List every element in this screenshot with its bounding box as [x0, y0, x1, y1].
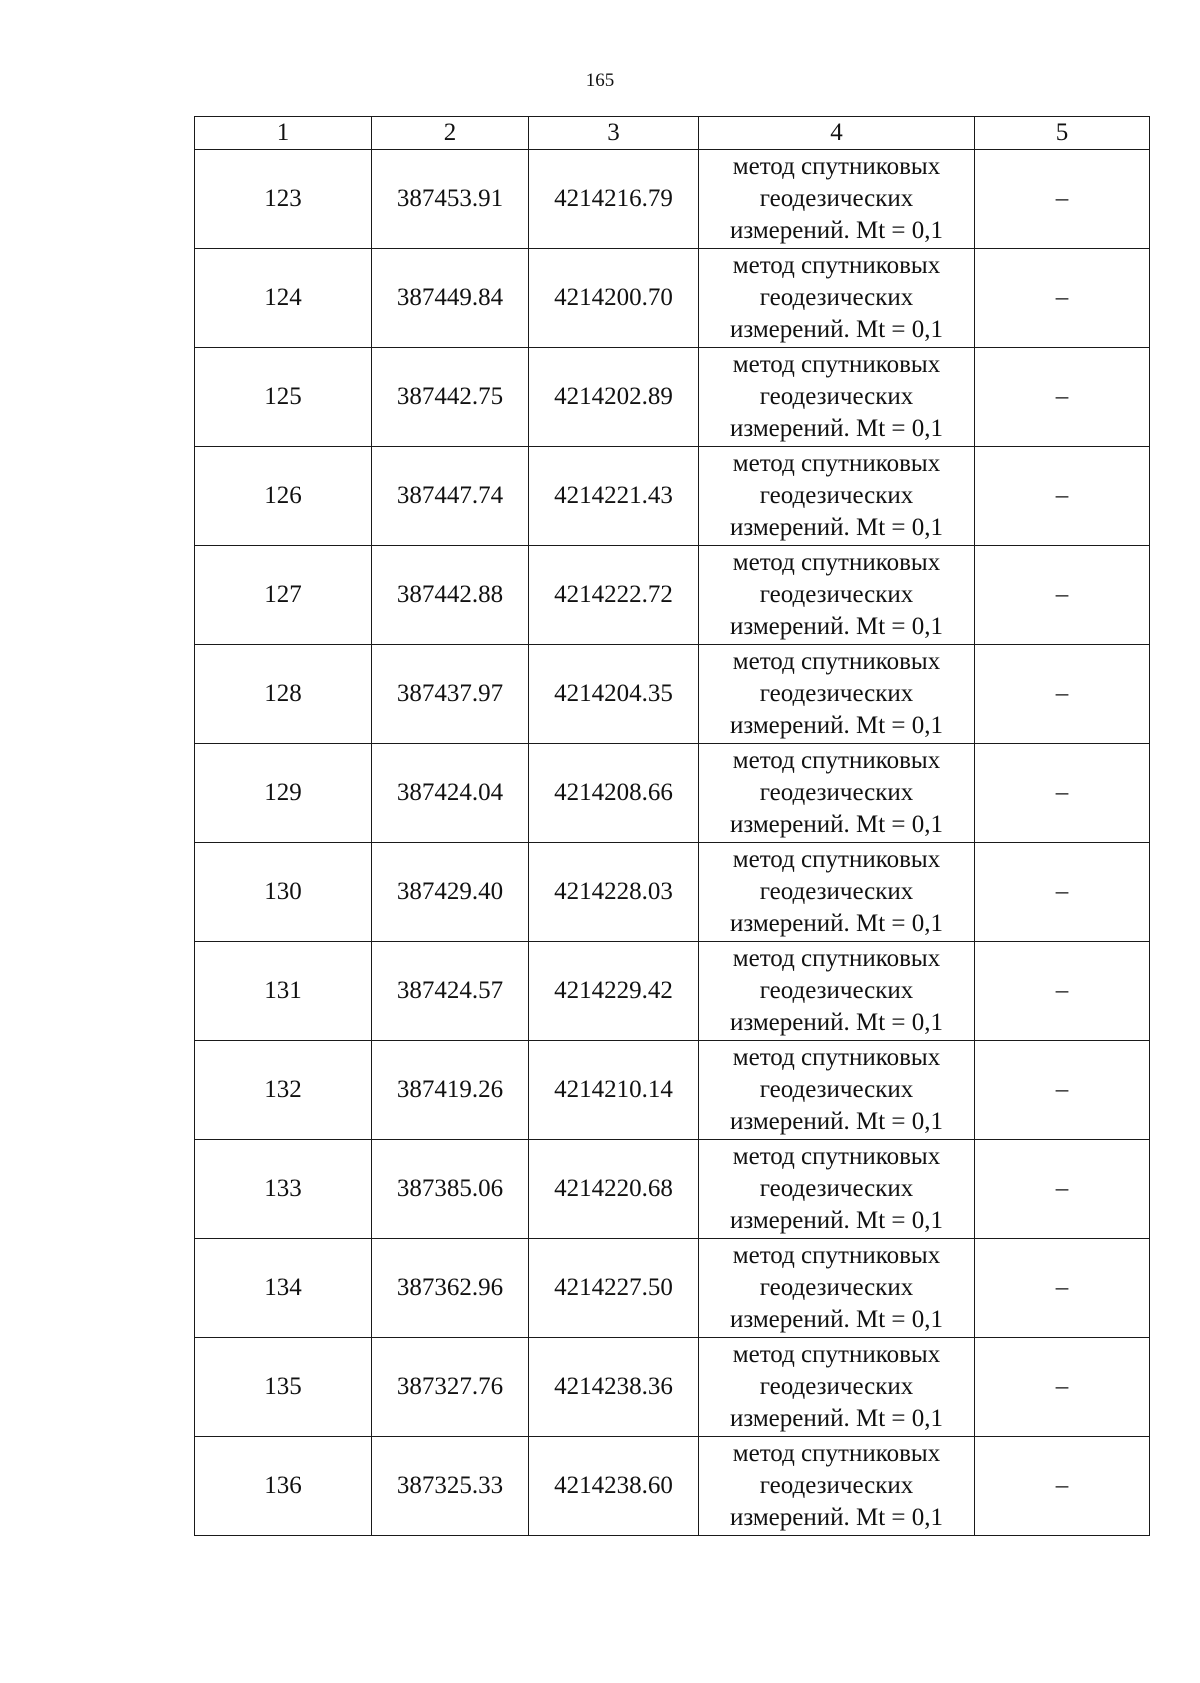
method-line: метод спутниковых — [732, 153, 941, 180]
table-body — [195, 150, 1150, 1536]
point-number-cell: 124 — [195, 249, 372, 348]
method-line: геодезических — [759, 779, 914, 806]
x-coordinate-cell: 387327.76 — [372, 1338, 529, 1437]
point-number-cell: 126 — [195, 447, 372, 546]
point-number-cell: 130 — [195, 843, 372, 942]
method-line: метод спутниковых — [732, 351, 941, 378]
table-row — [195, 1437, 1150, 1536]
table-row — [195, 447, 1150, 546]
x-coordinate-cell: 387385.06 — [372, 1140, 529, 1239]
y-coordinate-cell: 4214220.68 — [529, 1140, 699, 1239]
x-coordinate-cell: 387449.84 — [372, 249, 529, 348]
method-line: геодезических — [759, 977, 914, 1004]
method-line: измерений. Mt = 0,1 — [729, 316, 944, 343]
table-row — [195, 843, 1150, 942]
point-number-cell: 134 — [195, 1239, 372, 1338]
y-coordinate-cell: 4214238.60 — [529, 1437, 699, 1536]
method-line: измерений. Mt = 0,1 — [729, 910, 944, 937]
note-cell: – — [975, 150, 1150, 249]
method-line: измерений. Mt = 0,1 — [729, 811, 944, 838]
coordinates-table — [194, 116, 1150, 1536]
note-cell: – — [975, 1041, 1150, 1140]
method-line: геодезических — [759, 383, 914, 410]
header-cell-2: 2 — [372, 117, 529, 150]
y-coordinate-cell: 4214216.79 — [529, 150, 699, 249]
method-cell — [699, 1338, 975, 1437]
y-coordinate-cell: 4214227.50 — [529, 1239, 699, 1338]
point-number-cell: 128 — [195, 645, 372, 744]
table-row — [195, 1239, 1150, 1338]
table-row — [195, 546, 1150, 645]
note-cell: – — [975, 744, 1150, 843]
method-line: геодезических — [759, 878, 914, 905]
method-line: метод спутниковых — [732, 1143, 941, 1170]
method-line: измерений. Mt = 0,1 — [729, 613, 944, 640]
y-coordinate-cell: 4214202.89 — [529, 348, 699, 447]
header-row — [195, 117, 1150, 150]
note-cell: – — [975, 249, 1150, 348]
method-line: геодезических — [759, 284, 914, 311]
header-cell-3: 3 — [529, 117, 699, 150]
y-coordinate-cell: 4214210.14 — [529, 1041, 699, 1140]
method-line: метод спутниковых — [732, 846, 941, 873]
x-coordinate-cell: 387424.57 — [372, 942, 529, 1041]
point-number-cell: 133 — [195, 1140, 372, 1239]
point-number-cell: 131 — [195, 942, 372, 1041]
method-line: метод спутниковых — [732, 1341, 941, 1368]
method-cell — [699, 447, 975, 546]
method-cell — [699, 942, 975, 1041]
method-line: метод спутниковых — [732, 1044, 941, 1071]
y-coordinate-cell: 4214204.35 — [529, 645, 699, 744]
method-cell — [699, 843, 975, 942]
method-line: измерений. Mt = 0,1 — [729, 1207, 944, 1234]
note-cell: – — [975, 1338, 1150, 1437]
method-line: геодезических — [759, 1373, 914, 1400]
y-coordinate-cell: 4214238.36 — [529, 1338, 699, 1437]
note-cell: – — [975, 645, 1150, 744]
method-line: измерений. Mt = 0,1 — [729, 1504, 944, 1531]
method-cell — [699, 348, 975, 447]
method-line: геодезических — [759, 680, 914, 707]
method-cell — [699, 1239, 975, 1338]
method-line: измерений. Mt = 0,1 — [729, 514, 944, 541]
method-line: метод спутниковых — [732, 1440, 941, 1467]
table-row — [195, 150, 1150, 249]
method-cell — [699, 645, 975, 744]
method-cell — [699, 249, 975, 348]
point-number-cell: 125 — [195, 348, 372, 447]
method-line: геодезических — [759, 1274, 914, 1301]
method-cell — [699, 1437, 975, 1536]
method-line: измерений. Mt = 0,1 — [729, 217, 944, 244]
y-coordinate-cell: 4214222.72 — [529, 546, 699, 645]
method-line: измерений. Mt = 0,1 — [729, 1405, 944, 1432]
x-coordinate-cell: 387453.91 — [372, 150, 529, 249]
table-row — [195, 645, 1150, 744]
page-number: 165 — [585, 70, 615, 91]
method-line: геодезических — [759, 1076, 914, 1103]
method-line: геодезических — [759, 482, 914, 509]
method-line: геодезических — [759, 1472, 914, 1499]
method-line: метод спутниковых — [732, 648, 941, 675]
method-line: метод спутниковых — [732, 549, 941, 576]
header-cell-5: 5 — [975, 117, 1150, 150]
table-header — [195, 117, 1150, 150]
header-cell-1: 1 — [195, 117, 372, 150]
note-cell: – — [975, 447, 1150, 546]
y-coordinate-cell: 4214229.42 — [529, 942, 699, 1041]
method-line: измерений. Mt = 0,1 — [729, 1108, 944, 1135]
method-cell — [699, 150, 975, 249]
coordinates-table-container — [194, 116, 1149, 1536]
table-row — [195, 348, 1150, 447]
table-row — [195, 1140, 1150, 1239]
y-coordinate-cell: 4214228.03 — [529, 843, 699, 942]
method-line: геодезических — [759, 185, 914, 212]
point-number-cell: 135 — [195, 1338, 372, 1437]
note-cell: – — [975, 348, 1150, 447]
x-coordinate-cell: 387429.40 — [372, 843, 529, 942]
x-coordinate-cell: 387325.33 — [372, 1437, 529, 1536]
x-coordinate-cell: 387447.74 — [372, 447, 529, 546]
point-number-cell: 123 — [195, 150, 372, 249]
x-coordinate-cell: 387424.04 — [372, 744, 529, 843]
x-coordinate-cell: 387362.96 — [372, 1239, 529, 1338]
table-row — [195, 1338, 1150, 1437]
y-coordinate-cell: 4214208.66 — [529, 744, 699, 843]
method-line: метод спутниковых — [732, 747, 941, 774]
method-line: метод спутниковых — [732, 1242, 941, 1269]
note-cell: – — [975, 1140, 1150, 1239]
x-coordinate-cell: 387442.88 — [372, 546, 529, 645]
table-row — [195, 249, 1150, 348]
point-number-cell: 132 — [195, 1041, 372, 1140]
method-line: измерений. Mt = 0,1 — [729, 1009, 944, 1036]
method-line: измерений. Mt = 0,1 — [729, 415, 944, 442]
note-cell: – — [975, 1437, 1150, 1536]
method-line: геодезических — [759, 581, 914, 608]
point-number-cell: 136 — [195, 1437, 372, 1536]
y-coordinate-cell: 4214221.43 — [529, 447, 699, 546]
note-cell: – — [975, 843, 1150, 942]
header-cell-4: 4 — [699, 117, 975, 150]
x-coordinate-cell: 387437.97 — [372, 645, 529, 744]
method-cell — [699, 1140, 975, 1239]
method-cell — [699, 744, 975, 843]
method-line: метод спутниковых — [732, 252, 941, 279]
note-cell: – — [975, 1239, 1150, 1338]
method-cell — [699, 1041, 975, 1140]
method-cell — [699, 546, 975, 645]
method-line: измерений. Mt = 0,1 — [729, 712, 944, 739]
method-line: измерений. Mt = 0,1 — [729, 1306, 944, 1333]
method-line: метод спутниковых — [732, 450, 941, 477]
method-line: геодезических — [759, 1175, 914, 1202]
table-row — [195, 1041, 1150, 1140]
table-row — [195, 744, 1150, 843]
note-cell: – — [975, 546, 1150, 645]
method-line: метод спутниковых — [732, 945, 941, 972]
x-coordinate-cell: 387419.26 — [372, 1041, 529, 1140]
x-coordinate-cell: 387442.75 — [372, 348, 529, 447]
note-cell: – — [975, 942, 1150, 1041]
table-row — [195, 942, 1150, 1041]
point-number-cell: 127 — [195, 546, 372, 645]
point-number-cell: 129 — [195, 744, 372, 843]
y-coordinate-cell: 4214200.70 — [529, 249, 699, 348]
